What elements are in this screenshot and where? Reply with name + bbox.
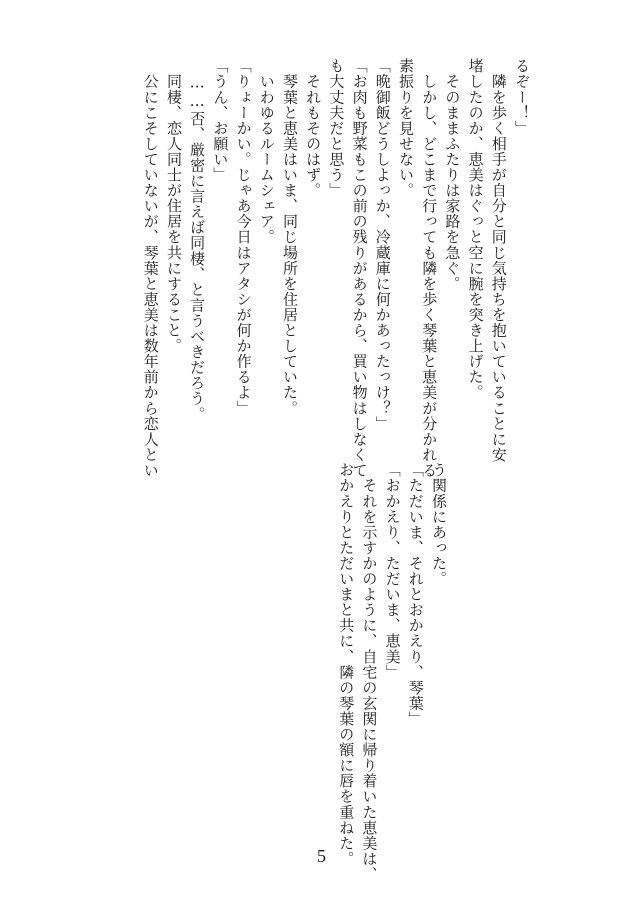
text-line: 「りょーかい。じゃあ今日はアタシが何か作るよ」: [234, 58, 253, 416]
text-line: 「うん、お願い」: [211, 58, 230, 183]
text-line: 堵したのか、恵美はぐっと空に腕を突き上げた。: [466, 58, 485, 401]
text-line: 「お肉も野菜もこの前の残りがあるから、買い物はしなくて: [350, 58, 369, 478]
text-line: しかし、どこまで行っても隣を歩く琴葉と恵美が分かれる: [420, 58, 439, 478]
text-line: 「ただいま、それとおかえり、琴葉」: [406, 462, 425, 727]
text-line: ……否、厳密に言えば同棲、と言うべきだろう。: [188, 58, 207, 422]
lower-text-block: [334, 462, 450, 882]
text-line: 琴葉と恵美はいま、同じ場所を住居としていた。: [280, 58, 299, 416]
text-line: それを示すかのように、自宅の玄関に帰り着いた恵美は、: [360, 462, 379, 882]
text-line: それもそのはず。: [304, 58, 323, 198]
text-line: 「おかえり、ただいま、恵美」: [383, 462, 402, 680]
text-line: おかえりとただいまと共に、隣の琴葉の額に唇を重ねた。: [337, 462, 356, 867]
text-line: 「晩御飯どうしよっか、冷蔵庫に何かあったっけ？」: [373, 58, 392, 432]
text-line: いわゆるルームシェア。: [257, 58, 276, 245]
text-line: 公にこそしていないが、琴葉と恵美は数年前から恋人とい: [141, 58, 160, 478]
text-line: そのままふたりは家路を急ぐ。: [443, 58, 462, 292]
text-line: 素振りを見せない。: [396, 58, 415, 198]
text-line: 同棲、恋人同士が住居を共にすること。: [164, 58, 183, 354]
upper-text-block: [139, 58, 533, 478]
text-line: るぞー！」: [513, 58, 531, 136]
text-line: も大丈夫だと思う」: [327, 58, 346, 198]
text-line: う関係にあった。: [430, 462, 448, 587]
text-line: 隣を歩く相手が自分と同じ気持ちを抱いていることに安: [489, 58, 508, 463]
page-number: 5: [317, 846, 326, 866]
